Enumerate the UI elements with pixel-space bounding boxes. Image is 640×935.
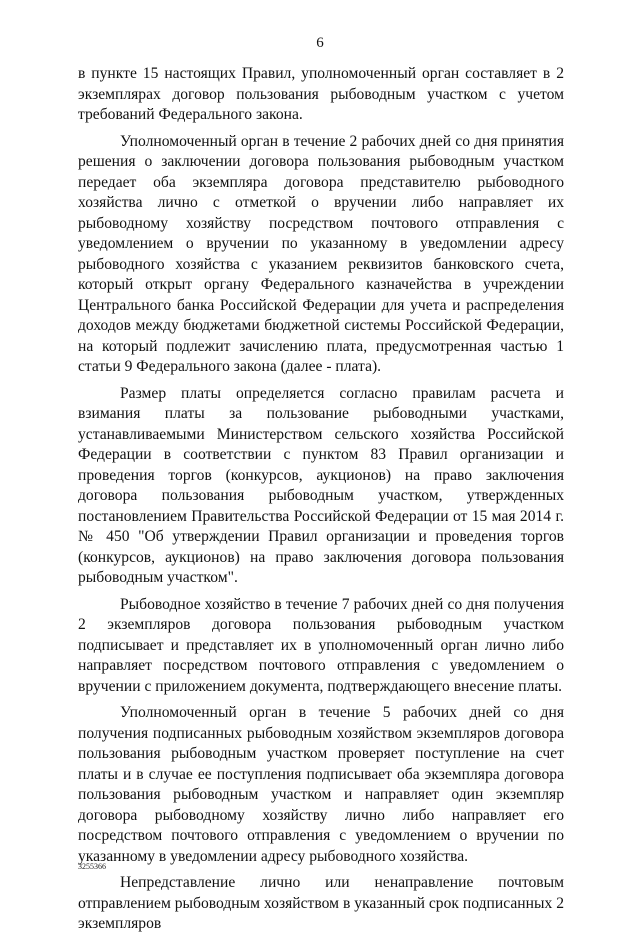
paragraph-contract-transfer: Уполномоченный орган в течение 2 рабочих дней со дня принятия решения о заключении договора пользования рыбоводным участком передает оба экземпляра договора представителю рыбоводного хозяйства лично с отметкой о вручении либо направляет их рыбоводному хозяйству посредством почтового отправления с уведомлением о вручении по указанному в уведомлении адресу рыбоводного хозяйства с указанием реквизитов банковского счета, который открыт органу Федерального казначейства в учреждении Центрального банка Российской Федерации для учета и распределения доходов между бюджетами бюджетной системы Российской Федерации, на который подлежит зачислению плата, предусмотренная частью 1 статьи 9 Федерального закона (далее - плата). — [78, 132, 564, 375]
paragraph-authority-verification: Уполномоченный орган в течение 5 рабочих дней со дня получения подписанных рыбоводным хозяйством экземпляров договора пользования рыбоводным участком проверяет поступление на счет платы и в случае ее поступления подписывает оба экземпляра договора пользования рыбоводным участком и направляет один экземпляр договора рыбоводному хозяйству лично либо направляет его посредством почтового отправления с уведомлением о вручении по указанному в уведомлении адресу рыбоводного хозяйства. — [78, 704, 564, 865]
paragraph-non-submission: Непредставление лично или ненаправление почтовым отправлением рыбоводным хозяйством в указанный срок подписанных 2 экземпляров — [78, 874, 564, 932]
paragraph-continuation: в пункте 15 настоящих Правил, уполномоченный орган составляет в 2 экземплярах договор пользования рыбоводным участком с учетом требований Федерального закона. — [78, 65, 564, 123]
paragraph-farm-signing: Рыбоводное хозяйство в течение 7 рабочих дней со дня получения 2 экземпляров договора пользования рыбоводным участком подписывает и представляет их в уполномоченный орган лично либо направляет посредством почтового отправления с уведомлением о вручении с приложением документа, подтверждающего внесение платы. — [78, 595, 564, 695]
document-body — [78, 64, 564, 935]
document-code: 3255366 — [78, 862, 106, 871]
page-number: 6 — [316, 35, 324, 51]
paragraph-fee-amount: Размер платы определяется согласно правилам расчета и взимания платы за пользование рыбоводными участками, устанавливаемыми Министерством сельского хозяйства Российской Федерации в соответствии с пунктом 83 Правил организации и проведения торгов (конкурсов, аукционов) на право заключения договора пользования рыбоводным участком, утвержденных постановлением Правительства Российской Федерации от 15 мая 2014 г. № 450 "Об утверждении Правил организации и проведения торгов (конкурсов, аукционов) на право заключения договора пользования рыбоводным участком". — [78, 384, 564, 586]
